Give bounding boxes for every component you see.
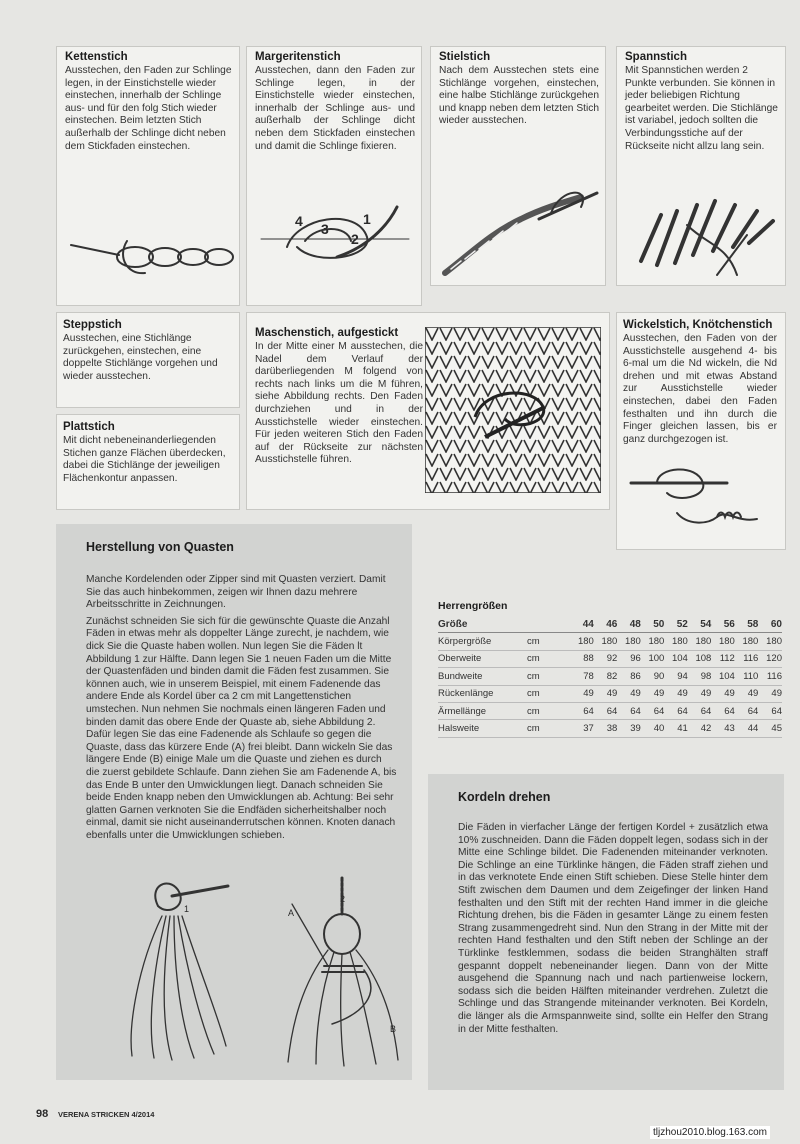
sizes-cell: 94 (664, 668, 688, 685)
maschenstich-text: In der Mitte einer M ausstechen, die Nadel dem Verlauf der darüberliegenden M folgend von rechts nach links um die M führen, siehe Abbildung rechts. Den Faden durchziehen und in der Ausstichstelle wieder einstechen. Für jeden weiteren Stich den Faden auf der Rückseite zur nächsten Ausstichstelle führen. (255, 341, 423, 466)
sizes-cell: 180 (594, 633, 618, 650)
margeritenstich-title: Margeritenstich (255, 51, 341, 63)
sizes-cell: 64 (641, 702, 665, 719)
quasten-figure-2-label: 2 (340, 894, 346, 904)
quasten-figure-1 (118, 876, 238, 1066)
sizes-cell: 64 (711, 702, 735, 719)
steppstich-title: Steppstich (63, 319, 122, 331)
sizes-row (438, 650, 782, 667)
margeritenstich-box (246, 46, 422, 306)
quasten-box (56, 524, 412, 1080)
sizes-cell: 49 (735, 685, 759, 702)
margeritenstich-label-1: 1 (363, 211, 371, 227)
size-col: 56 (711, 616, 735, 633)
kettenstich-illustration (57, 217, 241, 297)
stielstich-text: Nach dem Ausstechen stets eine Stichlänge vorgehen, einstechen, eine halbe Stichlänge zurückgehen und knapp neben dem letzten Stich wieder ausstechen. (439, 65, 599, 127)
sizes-cell: 96 (617, 650, 641, 667)
size-col: 54 (688, 616, 712, 633)
sizes-title: Herrengrößen (438, 600, 508, 612)
page-number: 98 (36, 1108, 49, 1120)
maschenstich-knit-grid (425, 327, 601, 493)
sizes-cell: 64 (758, 702, 782, 719)
sizes-cell: 38 (594, 720, 618, 737)
sizes-cell: 90 (641, 668, 665, 685)
sizes-cell: 49 (594, 685, 618, 702)
kettenstich-title: Kettenstich (65, 51, 128, 63)
steppstich-box (56, 312, 240, 408)
sizes-cell: 64 (688, 702, 712, 719)
size-col: 46 (594, 616, 618, 633)
sizes-cell: 100 (641, 650, 665, 667)
maschenstich-title: Maschenstich, aufgestickt (255, 327, 399, 339)
sizes-cell: 78 (570, 668, 594, 685)
spannstich-text: Mit Spannstichen werden 2 Punkte verbunden. Sie können in jeder beliebigen Richtung gearbeitet werden. Die Stichlänge ist variabel, jedoch sollten die Verbindungsstiche auf der Rückseite nicht allzu lang sein. (625, 65, 778, 152)
size-col: 50 (641, 616, 665, 633)
watermark: tljzhou2010.blog.163.com (650, 1126, 770, 1139)
sizes-cell: 64 (735, 702, 759, 719)
sizes-cell: 180 (688, 633, 712, 650)
sizes-cell: 40 (641, 720, 665, 737)
sizes-cell: 64 (594, 702, 618, 719)
quasten-intro: Manche Kordelenden oder Zipper sind mit Quasten verziert. Damit Sie das auch hinbekommen, zeigen wir Ihnen dazu mehrere Arbeitsschritte in Zeichnungen. (86, 574, 386, 611)
plattstich-text: Mit dicht nebeneinanderliegenden Stichen ganze Flächen überdecken, dabei die Stichlänge der jeweiligen Flächenkontur anpassen. (63, 435, 226, 484)
quasten-title: Herstellung von Quasten (86, 540, 234, 554)
sizes-cell: 180 (758, 633, 782, 650)
sizes-table (438, 616, 782, 738)
sizes-row-label: Ärmellänge (438, 702, 527, 719)
sizes-cell: 104 (664, 650, 688, 667)
sizes-cell: 49 (570, 685, 594, 702)
sizes-cell: 64 (570, 702, 594, 719)
margeritenstich-label-3: 3 (321, 221, 329, 237)
spannstich-title: Spannstich (625, 51, 687, 63)
quasten-figure-2 (272, 874, 412, 1074)
sizes-cell: 49 (688, 685, 712, 702)
maschenstich-box (246, 312, 610, 510)
quasten-figure-1-label: 1 (184, 904, 190, 914)
kordeln-text: Die Fäden in vierfacher Länge der fertigen Kordel + zusätzlich etwa 10% zuschneiden. Dann die Fäden doppelt legen, sodass sich in der Mitte eine Schlinge bildet. Die Fadenenden miteinander verknoten. Die Schlinge an eine Türklinke hängen, die Fäden straff ziehen und in das verknotete Ende einen Stift schieben. Diese Stelle hinter dem Stift zwischen dem Daumen und dem Zeigefinger der linken Hand festhalten und den Stift mit der rechten Hand immer in die gleiche Richtung drehen, bis die Fäden in gesamter Länge zu einem festen Strang zusammengedreht sind. Nun den Strang in der Mitte mit der rechten Hand festhalten und den Stift neben der Schlinge an der Türklinke festklemmen, sodass die beiden Stranghälten straff gespannt doppelt nebeneinander liegen. Dann von der Mitte ausgehend die Spannung nach und nach partienweise lockern, sodass sich die beiden Hälften miteinander verdrehen. Zuletzt die Schlinge und das Strangende miteinander verknoten. Bei Kordeln, die länger als die Armspannweite sind, sollte ein Helfer den Strang in der Mitte festhalten. (458, 822, 768, 1035)
steppstich-text: Ausstechen, eine Stichlänge zurückgehen, einstechen, eine doppelte Stichlänge vorgehen und wieder ausstechen. (63, 333, 218, 382)
stielstich-title: Stielstich (439, 51, 491, 63)
quasten-label-a: A (288, 908, 295, 918)
stielstich-illustration (431, 173, 607, 283)
kettenstich-text: Ausstechen, den Faden zur Schlinge legen, in der Einstichstelle wieder einstechen, innerhalb der Schlinge aus- und für den folg Stich wieder einstechen. Beim letzten Stich außerhalb der Schlinge dicht neben dem Stickfaden einstechen. (65, 65, 232, 152)
sizes-cell: 64 (664, 702, 688, 719)
sizes-cell: 49 (758, 685, 782, 702)
sizes-cell: 112 (711, 650, 735, 667)
sizes-row-unit: cm (527, 702, 570, 719)
sizes-row (438, 668, 782, 685)
sizes-cell: 82 (594, 668, 618, 685)
margeritenstich-text: Ausstechen, dann den Faden zur Schlinge legen, in der Einstichstelle wieder einstechen, innerhalb der Schlinge aus- und außerhalb der Schlinge dicht neben dem Stickfaden einstechen und damit die Schlinge fixieren. (255, 65, 415, 152)
sizes-cell: 104 (711, 668, 735, 685)
sizes-cell: 108 (688, 650, 712, 667)
sizes-cell: 180 (570, 633, 594, 650)
sizes-cell: 86 (617, 668, 641, 685)
quasten-instructions: Zunächst schneiden Sie sich für die gewünschte Quaste die Anzahl Fäden in etwas mehr als doppelter Länge zurecht, je nachdem, wie dick Sie die Quaste haben wollen. Nun legen Sie die Fäden lt Abbildung 1 zur Hälfte. Dann legen Sie 1 neuen Faden um die Mitte der Quastenfäden und binden damit die Fäden fest zusammen. Sie können auch, wie in unserem Beispiel, mit einem Fadenende das andere Ende als Kordel über ca 2 cm mit Langettenstichen umstechen. Nun nehmen Sie nochmals einen längeren Faden und binden damit das obere Ende der Quaste ab, siehe Abbildung 2. Dafür legen Sie das eine Fadenende als Schlaufe so gegen die Quaste, dass das kürzere Ende (A) frei bleibt. Dann wickeln Sie das längere Ende (B) einige Male um die Quaste und ziehen es durch die zuerst gebildete Schlaufe. Dann ziehen Sie am Fadenende A, bis das Ende B unter den Umwicklungen liegt. Danach schneiden Sie beide Enden knapp neben den Umwicklungen ab. Achtung: Bei sehr glatten Garnen verknoten Sie die Endfäden sicherheitshalber noch einmal, damit sie nicht auseinanderrutschen können. Knoten danach ebenfalls unter die Umwicklungen schieben. (86, 615, 397, 841)
sizes-cell: 92 (594, 650, 618, 667)
size-col: 60 (758, 616, 782, 633)
sizes-cell: 49 (617, 685, 641, 702)
sizes-row-label: Halsweite (438, 720, 527, 737)
sizes-row-label: Bundweite (438, 668, 527, 685)
size-col: 52 (664, 616, 688, 633)
sizes-cell: 37 (570, 720, 594, 737)
sizes-section (438, 600, 782, 612)
sizes-cell: 180 (664, 633, 688, 650)
sizes-row (438, 702, 782, 719)
sizes-cell: 180 (711, 633, 735, 650)
sizes-row-label: Rückenlänge (438, 685, 527, 702)
magazine-name: VERENA STRICKEN 4/2014 (58, 1110, 155, 1119)
sizes-row-label: Oberweite (438, 650, 527, 667)
sizes-cell: 43 (711, 720, 735, 737)
sizes-header-label: Größe (438, 616, 527, 633)
kordeln-title: Kordeln drehen (458, 790, 551, 804)
margeritenstich-illustration (247, 197, 423, 297)
wickelstich-text: Ausstechen, den Faden von der Ausstichstelle ausgehend 4- bis 6-mal um die Nd wickeln, die Nd drehen und mit etwas Abstand zur Ausstichstelle wieder einstechen, dabei den Faden festhalten und ihn durch die Finger gleichen lassen, bis er ganz durchgezogen ist. (623, 333, 777, 445)
size-col: 58 (735, 616, 759, 633)
sizes-cell: 41 (664, 720, 688, 737)
sizes-row-unit: cm (527, 650, 570, 667)
wickelstich-title: Wickelstich, Knötchenstich (623, 319, 773, 331)
sizes-row-unit: cm (527, 633, 570, 650)
quasten-label-b: B (390, 1024, 397, 1034)
sizes-cell: 180 (641, 633, 665, 650)
sizes-cell: 45 (758, 720, 782, 737)
sizes-cell: 42 (688, 720, 712, 737)
sizes-row (438, 685, 782, 702)
sizes-row (438, 720, 782, 737)
sizes-cell: 116 (758, 668, 782, 685)
sizes-cell: 110 (735, 668, 759, 685)
sizes-row-unit: cm (527, 668, 570, 685)
spannstich-illustration (617, 175, 787, 285)
sizes-cell: 39 (617, 720, 641, 737)
kettenstich-box (56, 46, 240, 306)
spannstich-box (616, 46, 786, 286)
stielstich-box (430, 46, 606, 286)
sizes-row-label: Körpergröße (438, 633, 527, 650)
sizes-row (438, 633, 782, 650)
wickelstich-illustration (617, 463, 787, 543)
sizes-cell: 120 (758, 650, 782, 667)
sizes-cell: 64 (617, 702, 641, 719)
plattstich-box (56, 414, 240, 510)
sizes-cell: 98 (688, 668, 712, 685)
sizes-cell: 49 (641, 685, 665, 702)
sizes-header-row (438, 616, 782, 633)
sizes-cell: 49 (664, 685, 688, 702)
size-col: 48 (617, 616, 641, 633)
sizes-row-unit: cm (527, 720, 570, 737)
sizes-cell: 44 (735, 720, 759, 737)
kordeln-box (428, 774, 784, 1090)
sizes-row-unit: cm (527, 685, 570, 702)
margeritenstich-label-4: 4 (295, 213, 303, 229)
sizes-cell: 88 (570, 650, 594, 667)
margeritenstich-label-2: 2 (351, 231, 359, 247)
sizes-cell: 49 (711, 685, 735, 702)
plattstich-title: Plattstich (63, 421, 115, 433)
sizes-cell: 116 (735, 650, 759, 667)
size-col: 44 (570, 616, 594, 633)
wickelstich-box (616, 312, 786, 550)
sizes-cell: 180 (617, 633, 641, 650)
sizes-cell: 180 (735, 633, 759, 650)
